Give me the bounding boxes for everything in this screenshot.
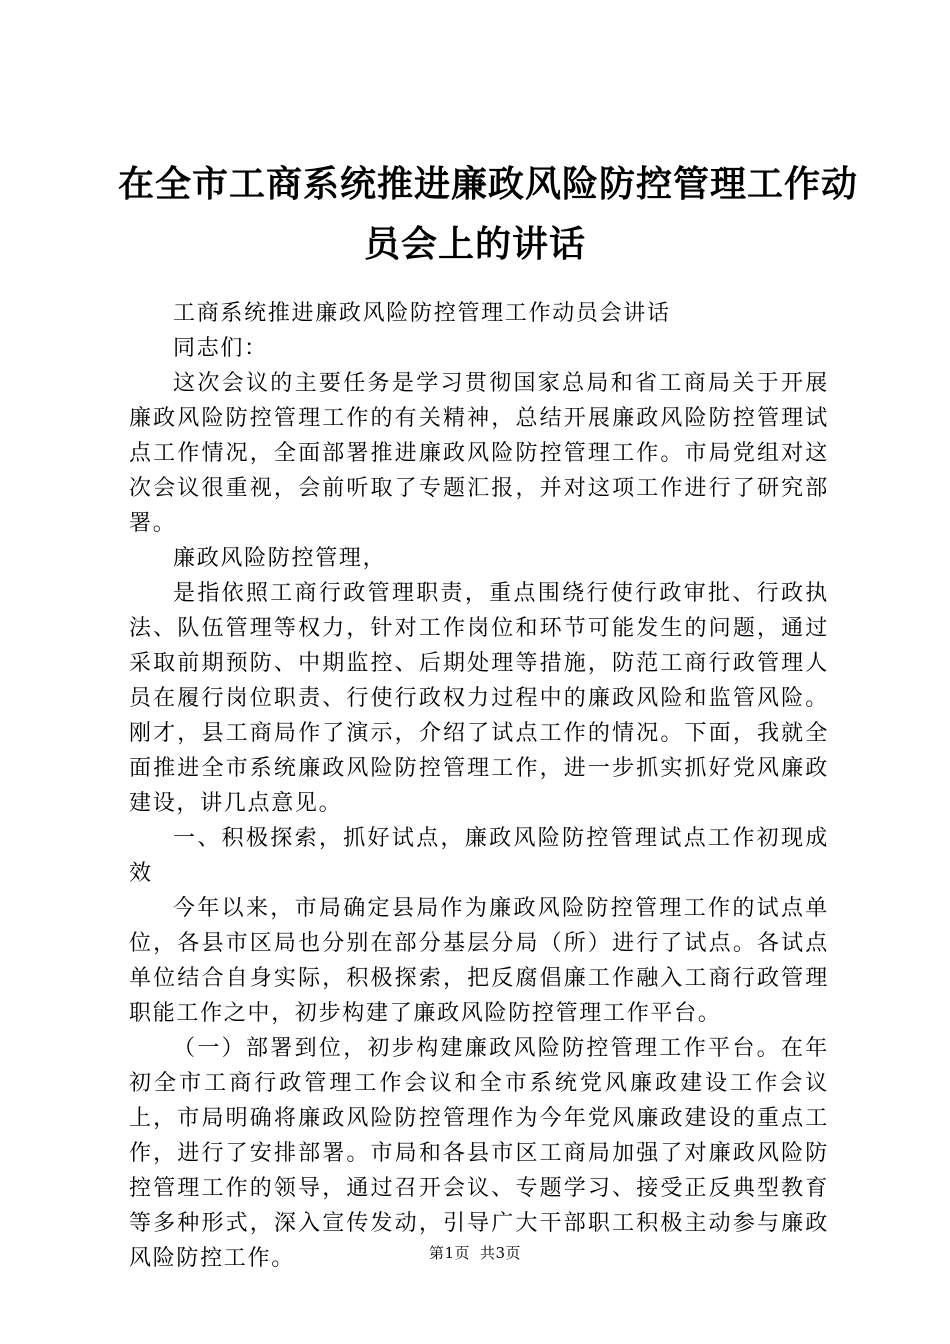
paragraph-subtitle: 工商系统推进廉政风险防控管理工作动员会讲话 xyxy=(173,301,671,326)
document-title-line-2: 员会上的讲话 xyxy=(363,224,586,265)
paragraph: 廉政风险防控管理， xyxy=(173,546,387,571)
page-number: 第1页 xyxy=(428,1244,470,1262)
paragraph: 是指依照工商行政管理职责，重点围绕行使行政审批、行政执法、队伍管理等权力，针对工作岗位和环节可能发生的问题，通过采取前期预防、中期监控、后期处理等措施，防范工商行政管理人员在履行岗位职责、行使行政权力过程中的廉政风险和监管风险。刚才，县工商局作了演示，介绍了试点工作的情况。下面，我就全面推进全市系统廉政风险防控管理工作，进一步抓实抓好党风廉政建设，讲几点意见。 xyxy=(129,581,829,816)
paragraph: （一）部署到位，初步构建廉政风险防控管理工作平台。在年初全市工商行政管理工作会议和全市系统党风廉政建设工作会议上，市局明确将廉政风险防控管理作为今年党风廉政建设的重点工作，进行了安排部署。市局和各县市区工商局加强了对廉政风险防控管理工作的领导，通过召开会议、专题学习、接受正反典型教育等多种形式，深入宣传发动，引导广大干部职工积极主动参与廉政风险防控工作。 xyxy=(129,1036,829,1271)
page-total: 共3页 xyxy=(480,1244,522,1262)
page-footer xyxy=(0,1243,950,1263)
paragraph-salutation: 同志们： xyxy=(173,336,268,361)
document-title-line-1: 在全市工商系统推进廉政风险防控管理工作动 xyxy=(118,164,859,205)
paragraph: 这次会议的主要任务是学习贯彻国家总局和省工商局关于开展廉政风险防控管理工作的有关精神，总结开展廉政风险防控管理试点工作情况，全面部署推进廉政风险防控管理工作。市局党组对这次会议很重视，会前听取了专题汇报，并对这项工作进行了研究部署。 xyxy=(129,371,829,536)
paragraph: 今年以来，市局确定县局作为廉政风险防控管理工作的试点单位，各县市区局也分别在部分基层分局（所）进行了试点。各试点单位结合自身实际，积极探索，把反腐倡廉工作融入工商行政管理职能工作之中，初步构建了廉政风险防控管理工作平台。 xyxy=(129,896,829,1026)
document-body xyxy=(129,296,829,1276)
section-heading: 一、积极探索，抓好试点，廉政风险防控管理试点工作初现成效 xyxy=(129,826,829,886)
